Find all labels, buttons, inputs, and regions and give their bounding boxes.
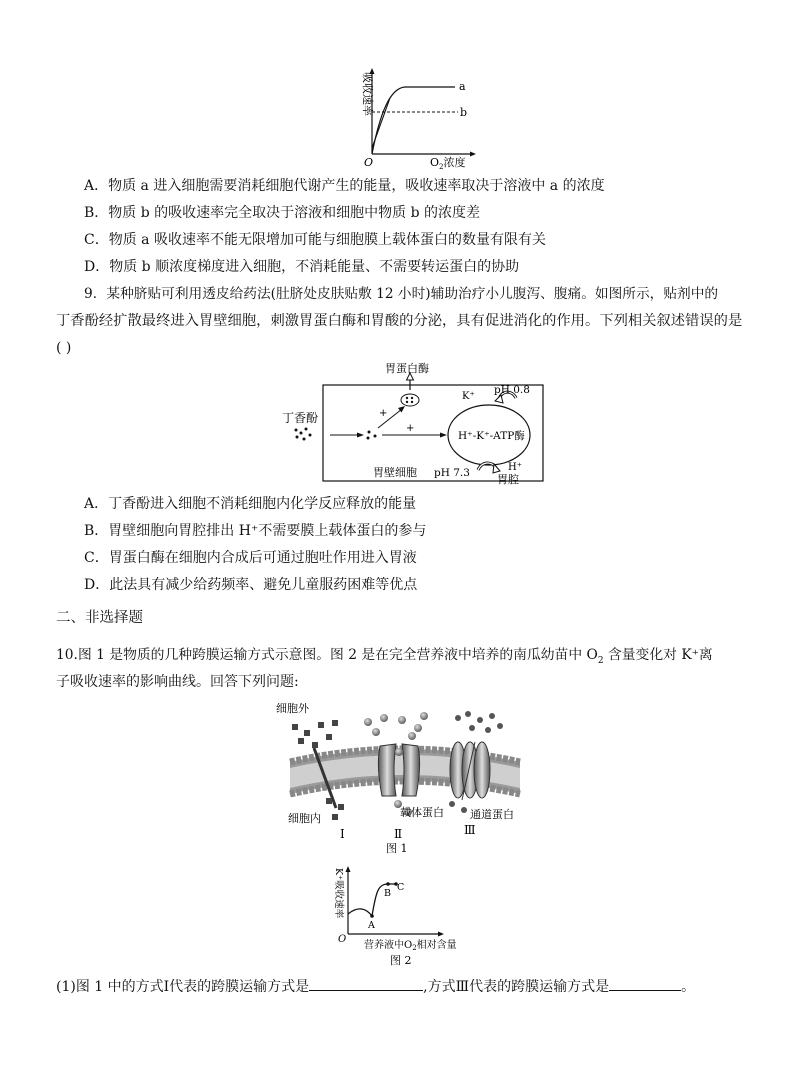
oxygen-absorption-graph: [350, 58, 480, 170]
method-3-label: Ⅲ: [464, 823, 476, 837]
h-ion-label: H⁺: [508, 462, 522, 473]
method-1-label: Ⅰ: [340, 827, 345, 841]
cell-label: 胃壁细胞: [373, 466, 417, 479]
q9-option-b: B．胃壁细胞向胃腔排出 H⁺不需要膜上载体蛋白的参与: [84, 523, 427, 539]
q9-stem-line1: 9．某种脐贴可利用透皮给药法(肚脐处皮肤贴敷 12 小时)辅助治疗小儿腹泻、腹痛。如图所示，贴剂中的: [84, 286, 719, 302]
curve-a-label: a: [459, 80, 466, 93]
point-b-label: B: [384, 888, 391, 899]
outside-label: 细胞外: [276, 702, 309, 715]
q8-option-a: A．物质 a 进入细胞需要消耗细胞代谢产生的能量，吸收速率取决于溶液中 a 的浓度: [84, 178, 605, 194]
q9-stem-line3: ( ): [56, 340, 72, 356]
pepsin-label: 胃蛋白酶: [385, 362, 429, 375]
graph-x-label: $O_2$浓度: [430, 156, 466, 170]
q10-stem-line2: 子吸收速率的影响曲线。回答下列问题:: [56, 674, 299, 690]
point-a-label: A: [368, 920, 375, 931]
eugenol-label: 丁香酚: [282, 411, 319, 425]
q8-option-b: B．物质 b 的吸收速率完全取决于溶液和细胞中物质 b 的浓度差: [84, 205, 481, 221]
point-c-label: C: [397, 882, 405, 893]
graph-y-label: 吸收速率: [361, 72, 374, 116]
plus-sign-2: +: [406, 423, 415, 434]
pump-label: H⁺-K⁺-ATP酶: [458, 430, 525, 442]
section-title: 二、非选择题: [56, 610, 143, 626]
ph-top-label: pH 0.8: [494, 384, 530, 396]
potassium-absorption-graph: [324, 862, 494, 970]
fig2-origin: O: [338, 934, 347, 945]
inside-label: 细胞内: [288, 812, 321, 825]
fig2-x-label: 营养液中$O_2$相对含量: [364, 940, 457, 952]
q10-sub1: (1)图 1 中的方式Ⅰ代表的跨膜运输方式是 ,方式Ⅲ代表的跨膜运输方式是 。: [56, 976, 695, 997]
q9-stem-line2: 丁香酚经扩散最终进入胃壁细胞，刺激胃蛋白酶和胃酸的分泌，具有促进消化的作用。下列相关叙述错误的是: [56, 313, 743, 329]
q8-option-c: C．物质 a 吸收速率不能无限增加可能与细胞膜上载体蛋白的数量有限有关: [84, 232, 546, 248]
q10-stem-line1: 10.图 1 是物质的几种跨膜运输方式示意图。图 2 是在完全营养液中培养的南瓜幼苗中 $O_2$ 含量变化对 K⁺离: [56, 647, 713, 666]
curve-b-label: b: [460, 106, 468, 119]
fig2-caption: 图 2: [390, 954, 412, 967]
method-2-label: Ⅱ: [394, 827, 403, 841]
graph-origin: O: [364, 156, 374, 169]
carrier-label: 载体蛋白: [400, 806, 444, 819]
gastric-cell-diagram: [278, 360, 548, 486]
q8-option-d: D．物质 b 顺浓度梯度进入细胞，不消耗能量、不需要转运蛋白的协助: [84, 259, 520, 275]
plus-sign-1: +: [379, 408, 388, 419]
q9-option-d: D．此法具有减少给药频率、避免儿童服药困难等优点: [84, 577, 418, 593]
q9-option-a: A．丁香酚进入细胞不消耗细胞内化学反应释放的能量: [84, 496, 417, 512]
channel-label: 通道蛋白: [470, 808, 514, 821]
lumen-label: 胃腔: [497, 473, 519, 486]
ph-cell-label: pH 7.3: [434, 467, 470, 479]
k-ion-label: K⁺: [462, 391, 475, 402]
q9-option-c: C．胃蛋白酶在细胞内合成后可通过胞吐作用进入胃液: [84, 550, 417, 566]
answer-blank-2[interactable]: [609, 976, 681, 991]
membrane-transport-diagram: [272, 700, 534, 856]
answer-blank-1[interactable]: [309, 976, 423, 991]
fig2-y-label: K⁺吸收速率: [333, 868, 344, 919]
fig1-caption: 图 1: [386, 842, 408, 855]
